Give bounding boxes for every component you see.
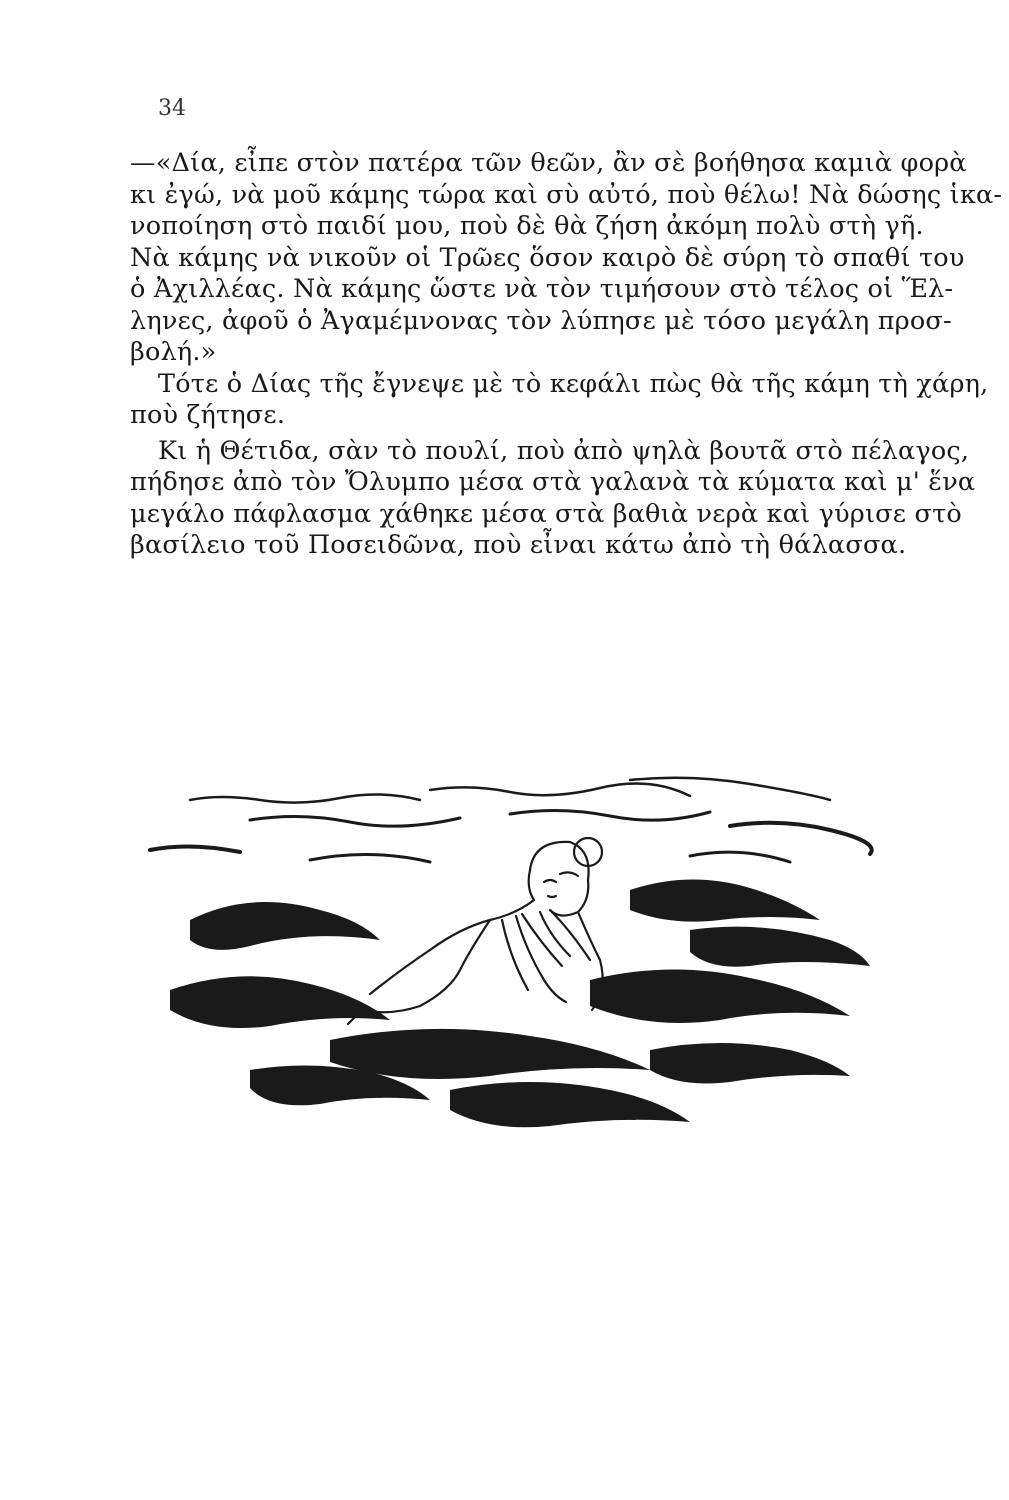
text-line: ὁ Ἀχιλλέας. Νὰ κάμης ὥστε νὰ τὸν τιμήσουν στὸ τέλος οἱ Ἕλ- bbox=[130, 274, 954, 304]
text-line: βολή.» bbox=[130, 337, 217, 367]
page-number: 34 bbox=[158, 96, 186, 121]
thetis-figure bbox=[342, 838, 603, 1024]
dark-waves bbox=[170, 879, 870, 1127]
dark-wave bbox=[650, 1043, 850, 1084]
dark-wave bbox=[170, 976, 390, 1028]
dark-wave bbox=[450, 1082, 690, 1127]
wave-line bbox=[310, 854, 430, 862]
text-line: βασίλειο τοῦ Ποσειδῶνα, ποὺ εἶναι κάτω ἀπὸ τὴ θάλασσα. bbox=[130, 530, 907, 560]
wave-line bbox=[190, 794, 420, 802]
thetis-diving-illustration bbox=[130, 770, 890, 1150]
dark-wave bbox=[590, 969, 850, 1022]
text-line: Κι ἡ Θέτιδα, σὰν τὸ πουλί, ποὺ ἀπὸ ψηλὰ βουτᾶ στὸ πέλαγος, bbox=[158, 435, 970, 466]
body-text bbox=[130, 148, 1003, 562]
wave-line bbox=[430, 784, 690, 797]
dark-wave bbox=[330, 1029, 650, 1079]
dark-wave bbox=[630, 879, 820, 921]
wave-line bbox=[150, 846, 240, 852]
text-line: πήδησε ἀπὸ τὸν Ὄλυμπο μέσα στὰ γαλανὰ τὰ κύματα καὶ μ' ἕνα bbox=[130, 467, 976, 497]
text-line: ληνες, ἀφοῦ ὁ Ἀγαμέμνονας τὸν λύπησε μὲ τόσο μεγάλη προσ- bbox=[130, 305, 952, 336]
text-line: μεγάλο πάφλασμα χάθηκε μέσα στὰ βαθιὰ νερὰ καὶ γύρισε στὸ bbox=[130, 498, 962, 529]
text-line: νοποίηση στὸ παιδί μου, ποὺ δὲ θὰ ζήση ἀκόμη πολὺ στὴ γῆ. bbox=[130, 211, 924, 241]
text-line: ποὺ ζήτησε. bbox=[130, 400, 286, 430]
wave-line bbox=[690, 852, 790, 862]
text-line: Νὰ κάμης νὰ νικοῦν οἱ Τρῶες ὅσον καιρὸ δὲ σύρη τὸ σπαθί του bbox=[130, 242, 965, 273]
text-line: Τότε ὁ Δίας τῆς ἔγνεψε μὲ τὸ κεφάλι πὼς θὰ τῆς κάμη τὴ χάρη, bbox=[158, 368, 989, 399]
wave-line bbox=[250, 816, 460, 826]
wave-line bbox=[510, 810, 710, 820]
dark-wave bbox=[190, 902, 380, 950]
dark-wave bbox=[690, 927, 870, 967]
text-line: κι ἐγώ, νὰ μοῦ κάμης τώρα καὶ σὺ αὐτό, ποὺ θέλω! Νὰ δώσης ἱκα- bbox=[130, 179, 1003, 210]
wave-line bbox=[630, 778, 830, 800]
wave-line bbox=[730, 823, 872, 854]
text-line: —«Δία, εἶπε στὸν πατέρα τῶν θεῶν, ἂν σὲ βοήθησα καμιὰ φορὰ bbox=[130, 148, 967, 178]
